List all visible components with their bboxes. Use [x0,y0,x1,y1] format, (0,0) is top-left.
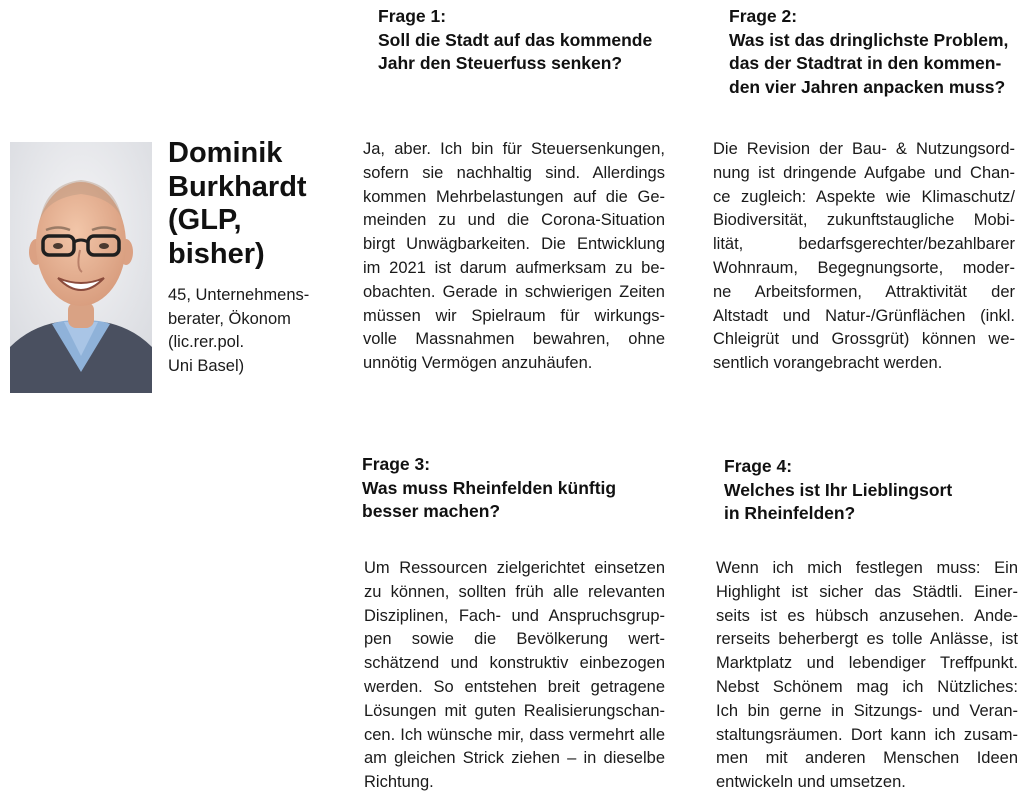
question-text-line: Was muss Rheinfelden künftig [362,477,617,498]
answer-line: Highlight ist sicher das Städtli. Einer- [716,582,1018,601]
answer-line: sentlich vorangebracht werden. [713,354,943,373]
answer-line: Altstadt und Natur-/Grünflächen (inkl. [713,306,1015,325]
answer-line: entwickeln und umsetzen. [716,773,906,792]
question-label: Frage 1: [378,6,447,26]
answer-line: pen sowie die Bevölkerung wert- [364,630,665,649]
answer-line: men mit anderen Menschen Ideen [716,749,1018,768]
answer-line: Richtung. [364,773,434,792]
question-4 [724,455,952,526]
question-text-line: Soll die Stadt auf das kommende [378,29,653,50]
candidate-name-line: bisher) [168,237,265,270]
answer-line: staltungsräumen. Dort kann ich zusam- [716,725,1018,744]
question-text-line: den vier Jahren anpacken muss? [729,76,1006,97]
candidate-info-line: berater, Ökonom [168,309,291,328]
answer-line: Lösungen mit guten Realisierungschan- [364,701,665,720]
candidate-info-line: Uni Basel) [168,356,245,375]
portrait-illustration [10,142,152,393]
candidate-name [168,137,307,271]
question-text-line: Was ist das dringlichste Problem, [729,29,1009,50]
candidate-info-line: 45, Unternehmens- [168,286,310,304]
answer-1 [363,138,665,376]
answer-line: Nebst Schönem mag ich Nützliches: [716,677,1018,696]
answer-line: Disziplinen, Fach- und Anspruchsgrup- [364,606,665,625]
answer-line: Wenn ich mich festlegen muss: Ein [716,559,1018,577]
answer-line: Die Revision der Bau- & Nutzungsord- [713,140,1015,158]
answer-line: Ich bin gerne in Sitzungs- und Veran- [716,701,1018,720]
answer-3 [364,557,665,795]
answer-line: nung ist dringende Aufgabe und Chan- [713,163,1015,182]
answer-line: volle Massnahmen bewahren, ohne [363,330,665,349]
answer-line: Um Ressourcen zielgerichtet einsetzen [364,559,665,577]
answer-line: sofern sie nachhaltig sind. Allerdings [363,163,665,182]
question-label: Frage 4: [724,456,793,476]
question-2 [729,5,1008,99]
answer-line: schätzend und konstruktiv einbezogen [364,654,665,673]
question-text-line: Jahr den Steuerfuss senken? [378,53,623,73]
answer-line: cen. Ich wünsche mir, dass vermehrt alle [364,725,665,744]
answer-line: kommen Mehrbelastungen auf die Ge- [363,187,665,206]
question-text-line: in Rheinfelden? [724,503,856,523]
answer-line: seits ist es hübsch anzusehen. Ande- [716,606,1018,625]
answer-line: am gleichen Strick ziehen – in dieselbe [364,749,665,768]
answer-line: meinden zu und die Corona-Situation [363,211,665,230]
answer-line: zu können, sollten früh alle relevanten [364,582,665,601]
answer-line: Wohnraum, Begegnungsorte, moder- [713,258,1015,277]
question-text-line: das der Stadtrat in den kommen- [729,53,1002,73]
answer-line: werden. So entstehen breit getragene [364,677,665,696]
answer-line: ne Arbeitsformen, Attraktivität der [713,282,1015,301]
answer-2 [713,138,1015,376]
candidate-info [168,284,309,378]
answer-line: Biodiversität, zukunftstaugliche Mobi- [713,211,1015,230]
answer-line: obachten. Gerade in schwierigen Zeiten [363,282,665,301]
candidate-name-line: Burkhardt [168,170,307,203]
question-text-line: Welches ist Ihr Lieblingsort [724,479,953,500]
answer-line: Ja, aber. Ich bin für Steuersenkungen, [363,140,665,158]
answer-line: Chleigrüt und Grossgrüt) können we- [713,330,1015,349]
candidate-name-line: (GLP, [168,204,242,236]
question-label: Frage 2: [729,6,798,26]
answer-line: im 2021 ist darum aufmerksam zu be- [363,258,665,277]
answer-line: birgt Unwägbarkeiten. Die Entwicklung [363,235,665,254]
answer-line: lität, bedarfsgerechter/bezahlbarer [713,235,1015,254]
question-3 [362,453,616,524]
candidate-name-line: Dominik [168,137,283,169]
answer-line: müssen wir Spielraum für wirkungs- [363,306,665,325]
candidate-portrait [10,142,152,393]
answer-line: ce zugleich: Aspekte wie Klimaschutz/ [713,187,1015,206]
question-text-line: besser machen? [362,501,501,521]
answer-line: rerseits beherbergt es tolle Anlässe, ist [716,630,1018,649]
candidate-info-line: (lic.rer.pol. [168,333,245,351]
answer-line: unnötig Vermögen anzuhäufen. [363,354,593,373]
answer-4 [716,557,1018,795]
question-label: Frage 3: [362,454,431,474]
question-1 [378,5,652,76]
answer-line: Marktplatz und lebendiger Treffpunkt. [716,654,1018,673]
